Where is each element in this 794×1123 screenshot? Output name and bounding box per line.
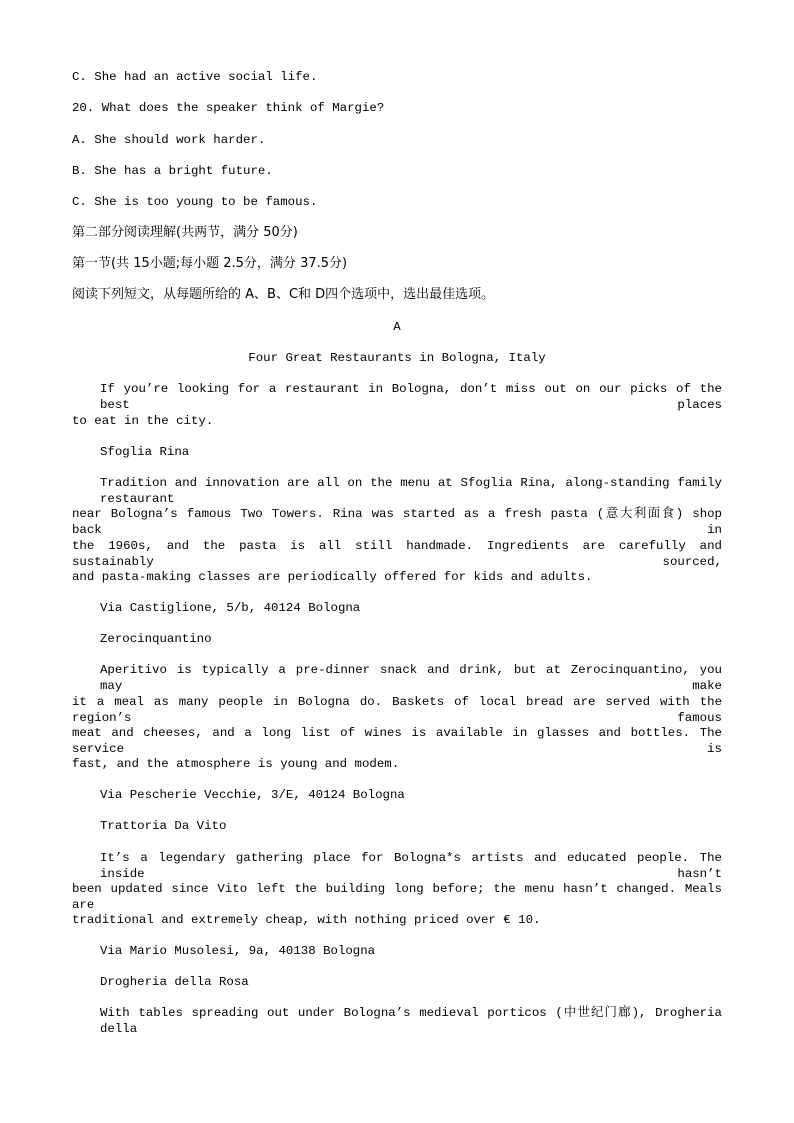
restaurant-text-line: and pasta-making classes are periodically offered for kids and adults. <box>72 570 593 584</box>
restaurant-address: Via Castiglione, 5/b, 40124 Bologna <box>100 601 361 615</box>
q20-option-b: B. She has a bright future. <box>72 164 273 178</box>
restaurant-name: Drogheria della Rosa <box>100 975 249 989</box>
restaurant-text-line: meat and cheeses, and a long list of wines is available in glasses and bottles. The service is <box>72 726 722 756</box>
restaurant-address: Via Mario Musolesi, 9a, 40138 Bologna <box>100 944 376 958</box>
q20-question: 20. What does the speaker think of Margie? <box>72 101 385 115</box>
reading-instructions: 阅读下列短文，从每题所给的 A、B、C和 D四个选项中，选出最佳选项。 <box>72 287 495 302</box>
restaurant-name: Trattoria Da Vito <box>100 819 227 833</box>
q20-option-a: A. She should work harder. <box>72 133 266 147</box>
passage-title: Four Great Restaurants in Bologna, Italy <box>248 351 546 365</box>
restaurant-text-line: With tables spreading out under Bologna’s medieval porticos (中世纪门廊), Drogheria della <box>100 1006 722 1036</box>
restaurant-text-line: Tradition and innovation are all on the menu at Sfoglia Rina, along-standing family restaurant <box>100 476 722 506</box>
restaurant-text-line: It’s a legendary gathering place for Bologna*s artists and educated people. The inside hasn’t <box>100 851 722 881</box>
restaurant-name: Sfoglia Rina <box>100 445 190 459</box>
passage-letter: A <box>393 320 401 334</box>
q19-option-c: C. She had an active social life. <box>72 70 318 84</box>
restaurant-name: Zerocinquantino <box>100 632 212 646</box>
intro-line: to eat in the city. <box>72 414 214 428</box>
restaurant-text-line: been updated since Vito left the building long before; the menu hasn’t changed. Meals are <box>72 882 722 912</box>
restaurant-address: Via Pescherie Vecchie, 3/E, 40124 Bologna <box>100 788 405 802</box>
restaurant-text-line: it a meal as many people in Bologna do. Baskets of local bread are served with the region’s famous <box>72 695 722 725</box>
restaurant-text-line: traditional and extremely cheap, with nothing priced over € 10. <box>72 913 541 927</box>
q20-option-c: C. She is too young to be famous. <box>72 195 318 209</box>
intro-line: If you’re looking for a restaurant in Bologna, don’t miss out on our picks of the best places <box>100 382 722 412</box>
restaurant-text-line: Aperitivo is typically a pre-dinner snack and drink, but at Zerocinquantino, you may make <box>100 663 722 693</box>
part-two-heading: 第二部分阅读理解(共两节，满分 50分) <box>72 225 298 240</box>
section-one-heading: 第一节(共 15小题;每小题 2.5分，满分 37.5分) <box>72 256 348 271</box>
restaurant-text-line: fast, and the atmosphere is young and modem. <box>72 757 400 771</box>
restaurant-text-line: near Bologna’s famous Two Towers. Rina was started as a fresh pasta (意大利面食) shop back in <box>72 507 722 537</box>
restaurant-text-line: the 1960s, and the pasta is all still handmade. Ingredients are carefully and sustainably sourced, <box>72 539 722 569</box>
